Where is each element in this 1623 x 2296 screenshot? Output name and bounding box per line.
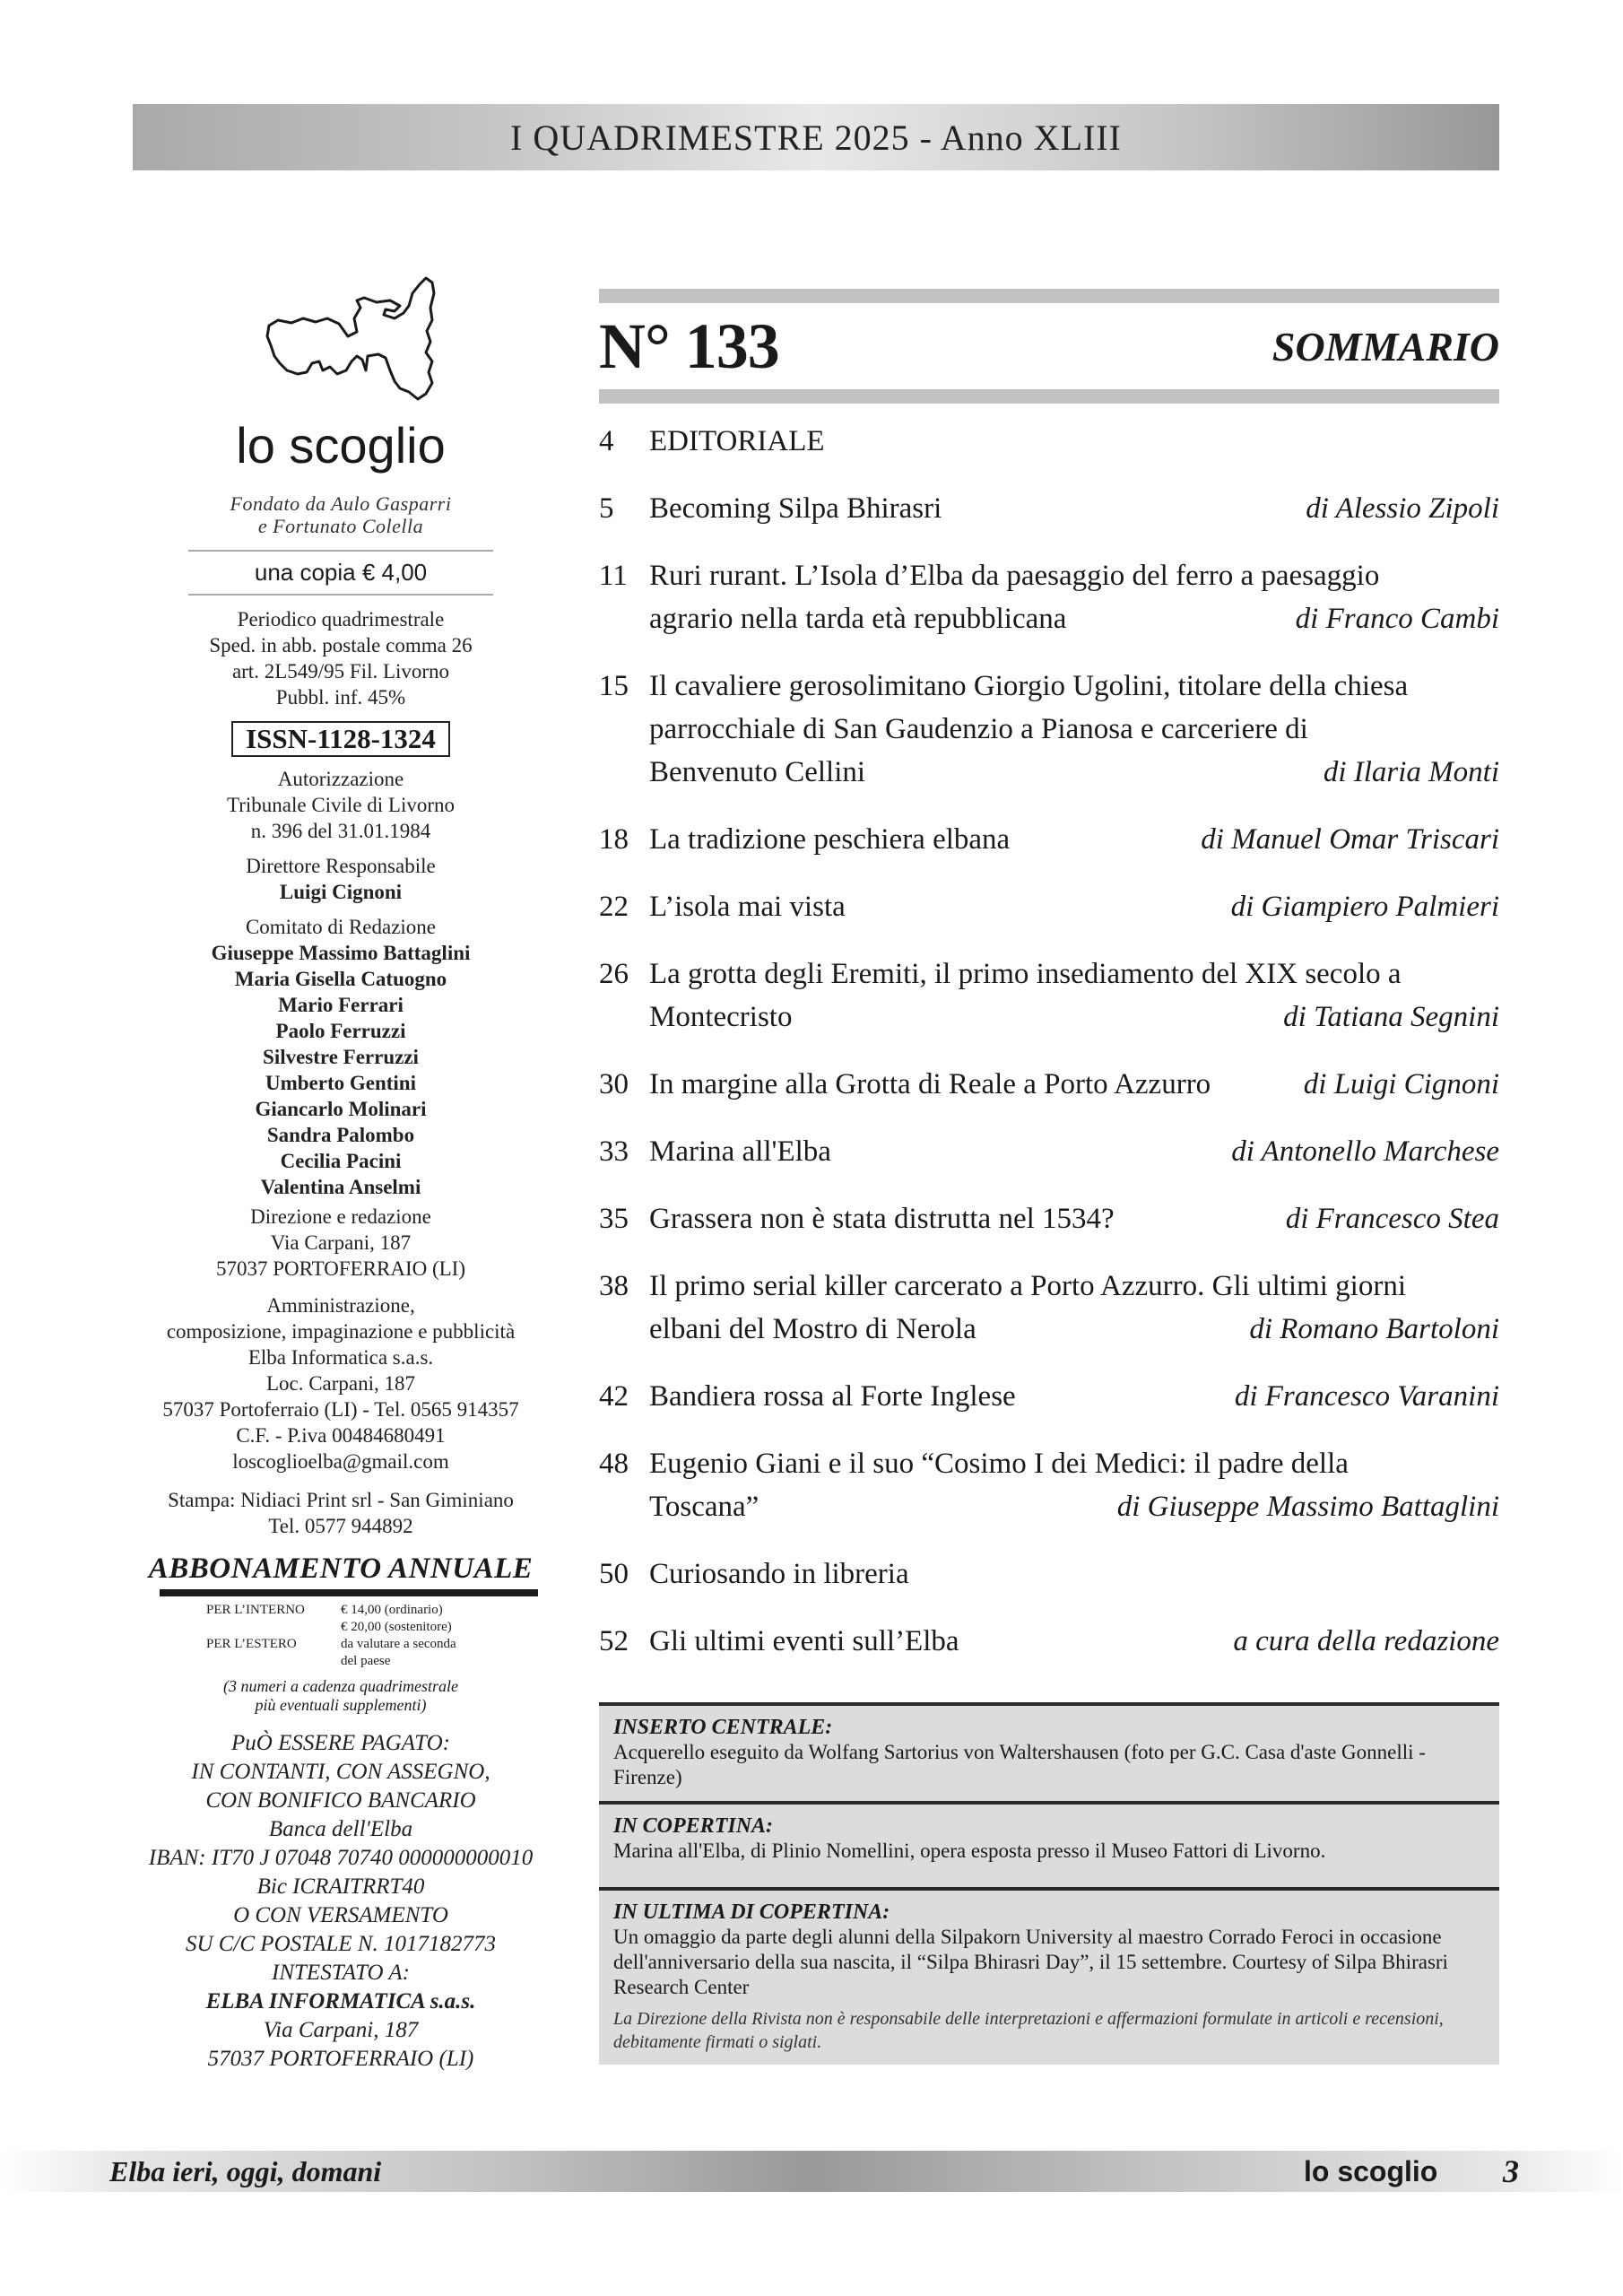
insert-label: INSERTO CENTRALE: [613,1716,833,1739]
toc-entry-body [649,1375,1499,1418]
toc-title: La grotta degli Eremiti, il primo insediamento del XIX secolo a [649,958,1402,990]
info-line: Via Carpani, 187 [270,1231,412,1254]
info-line: Periodico quadrimestrale [237,608,445,631]
toc-page-number: 38 [599,1270,629,1302]
info-line: Autorizzazione [277,768,404,790]
toc-entry[interactable] [599,1620,1499,1663]
toc-entry[interactable] [599,1552,1499,1596]
toc-entry[interactable] [599,952,1499,1039]
brand-name: lo scoglio [236,417,446,474]
toc-entry[interactable] [599,487,1499,530]
committee-member: Silvestre Ferruzzi [263,1046,419,1068]
committee-member: Valentina Anselmi [260,1176,421,1198]
toc-title: agrario nella tarda età repubblicana [649,603,1067,635]
payment-line: CON BONIFICO BANCARIO [205,1788,476,1813]
rate-label [206,1653,341,1670]
toc-title-line [649,751,1499,794]
toc-title: Montecristo [649,1001,793,1033]
toc-entry[interactable] [599,1063,1499,1106]
info-line: n. 396 del 31.01.1984 [250,820,431,842]
toc-title-line [649,1442,1499,1485]
footer-tagline: Elba ieri, oggi, domani [109,2154,382,2187]
toc-title-line [649,1308,1499,1351]
payment-info [135,1729,547,2074]
toc-entry-body [649,1620,1499,1663]
issue-period: I QUADRIMESTRE 2025 - Anno XLIII [510,117,1122,158]
toc-title: In margine alla Grotta di Reale a Porto Azzurro [649,1068,1211,1100]
toc-entry[interactable] [599,1130,1499,1173]
toc-title: Il cavaliere gerosolimitano Giorgio Ugolini, titolare della chiesa [649,670,1409,702]
toc-entry-body [649,1197,1499,1240]
committee-member: Mario Ferrari [278,994,404,1016]
rate-label [206,1619,341,1636]
toc-title-line [649,952,1499,996]
toc-entry-body [649,952,1499,1039]
committee-member: Giuseppe Massimo Battaglini [211,942,471,964]
info-line: Direzione e redazione [250,1205,431,1228]
toc-entry-body [649,818,1499,861]
toc-title: EDITORIALE [649,425,825,457]
contents-column [599,289,1499,1687]
toc-entry[interactable] [599,420,1499,463]
toc-title: Becoming Silpa Bhirasri [649,492,942,525]
payment-line: Banca dell'Elba [268,1817,413,1841]
toc-entry-body [649,1442,1499,1528]
toc-entry-body [649,1265,1499,1351]
founders [135,492,547,537]
back-cover-note [599,1887,1499,2065]
toc-title-line [649,487,1499,530]
info-line: Stampa: Nidiaci Print srl - San Giminiano [168,1489,514,1511]
toc-entry-body [649,1063,1499,1106]
cover-notes-box [599,1702,1499,2065]
director [135,853,547,905]
footer-band [0,2151,1623,2192]
payee-address: 57037 PORTOFERRAIO (LI) [207,2047,474,2071]
toc-entry-body [649,487,1499,530]
toc-entry[interactable] [599,1442,1499,1528]
toc-title: Il primo serial killer carcerato a Porto Azzurro. Gli ultimi giorni [649,1270,1406,1302]
toc-entry-body [649,1552,1499,1596]
back-cover-text: Un omaggio da parte degli alunni della Silpakorn University al maestro Corrado Feroci in occasione dell'anniversario della sua nascita, il “Silpa Bhirasri Day”, il 15 settembre. Courtesy of Silpa Bhirasri Research Center [613,1926,1448,1998]
rate-label: PER L’INTERNO [206,1603,305,1617]
top-rule [599,289,1499,303]
committee-member: Paolo Ferruzzi [275,1020,406,1042]
toc-author: di Alessio Zipoli [1306,492,1499,525]
toc-author: di Franco Cambi [1295,603,1499,635]
postal-account: SU C/C POSTALE N. 1017182773 [185,1932,497,1956]
payment-line: O CON VERSAMENTO [233,1903,448,1927]
iban: IBAN: IT70 J 07048 70740 000000000010 [148,1846,534,1870]
toc-title-line [649,1197,1499,1240]
toc-entry[interactable] [599,665,1499,794]
toc-author: di Francesco Varanini [1234,1380,1499,1413]
toc-page-number: 33 [599,1135,629,1168]
director-label: Direttore Responsabile [246,855,436,877]
issue-title-row [599,303,1499,389]
toc-title-line [649,885,1499,928]
toc-title: Bandiera rossa al Forte Inglese [649,1380,1016,1413]
info-line: Sped. in abb. postale comma 26 [209,634,473,657]
toc-title-line [649,1485,1499,1528]
rate-label: PER L’ESTERO [206,1637,297,1651]
toc-entry-body [649,1130,1499,1173]
toc-title-line [649,1620,1499,1663]
toc-page-number: 35 [599,1203,629,1235]
founded-line: Fondato da Aulo Gasparri [230,492,452,515]
toc-author: di Giuseppe Massimo Battaglini [1116,1491,1499,1523]
toc-entry[interactable] [599,1375,1499,1418]
toc-title: Grassera non è stata distrutta nel 1534? [649,1203,1115,1235]
toc-entry-body [649,885,1499,928]
info-line: 57037 PORTOFERRAIO (LI) [215,1257,466,1280]
toc-title: La tradizione peschiera elbana [649,823,1011,856]
cover-label: IN COPERTINA: [613,1814,774,1838]
subscription-note [135,1677,547,1715]
issue-header-band [133,104,1499,170]
toc-title: Curiosando in libreria [649,1558,909,1590]
authorization [135,766,547,844]
committee-member: Sandra Palombo [266,1124,415,1146]
subscription-title: ABBONAMENTO ANNUALE [148,1552,534,1585]
info-line: composizione, impaginazione e pubblicità [166,1320,516,1343]
info-line: Pubbl. inf. 45% [275,686,406,709]
toc-title-line [649,818,1499,861]
copy-price: una copia € 4,00 [188,550,493,596]
toc-title-line [649,1552,1499,1596]
toc-page-number: 26 [599,958,629,990]
director-name: Luigi Cignoni [279,881,403,903]
info-line: art. 2L549/95 Fil. Livorno [231,660,450,683]
toc-entry-body [649,665,1499,794]
toc-entry-body [649,554,1499,640]
toc-page-number: 11 [599,560,628,592]
toc-author: di Antonello Marchese [1231,1135,1499,1168]
toc-title-line [649,996,1499,1039]
info-line: 57037 Portoferraio (LI) - Tel. 0565 914357 [162,1398,519,1421]
toc-title: Marina all'Elba [649,1135,831,1168]
committee-label: Comitato di Redazione [245,916,437,938]
masthead-column [135,274,547,2074]
info-line: Loc. Carpani, 187 [265,1372,416,1395]
toc-author: di Tatiana Segnini [1283,1001,1499,1033]
info-line: Tel. 0577 944892 [268,1515,413,1537]
toc-entry[interactable] [599,818,1499,861]
toc-title-line [649,708,1499,751]
toc-title: elbani del Mostro di Nerola [649,1313,976,1345]
committee-member: Maria Gisella Catuogno [234,968,447,990]
insert-note [599,1702,1499,1801]
toc-title-line [649,1375,1499,1418]
toc-title-line [649,420,1499,463]
toc-author: di Manuel Omar Triscari [1201,823,1499,856]
info-line: C.F. - P.iva 00484680491 [236,1424,446,1447]
rate-value: € 20,00 (sostenitore) [341,1620,452,1634]
toc-title: Ruri rurant. L’Isola d’Elba da paesaggio del ferro a paesaggio [649,560,1380,592]
note-line: più eventuali supplementi) [255,1696,427,1714]
toc-author: di Romano Bartoloni [1249,1313,1499,1345]
toc-author: di Ilaria Monti [1323,756,1499,788]
insert-text: Acquerello eseguito da Wolfang Sartorius von Waltershausen (foto per G.C. Casa d'aste Gonnelli - Firenze) [613,1741,1426,1788]
toc-author: a cura della redazione [1233,1625,1499,1657]
toc-page-number: 48 [599,1448,629,1480]
toc-title: parrocchiale di San Gaudenzio a Pianosa e carceriere di [649,713,1308,745]
payment-line: PuÒ ESSERE PAGATO: [231,1731,450,1755]
editorial-office [135,1204,547,1282]
toc-page-number: 50 [599,1558,629,1590]
info-line: Amministrazione, [266,1294,415,1317]
disclaimer: La Direzione della Rivista non è responsabile delle interpretazioni e affermazioni formulate in articoli e recensioni, debitamente firmati o siglati. [613,2009,1444,2052]
payee-address: Via Carpani, 187 [263,2018,419,2042]
editorial-committee [135,914,547,1200]
toc-title: Toscana” [649,1491,759,1523]
note-line: (3 numeri a cadenza quadrimestrale [223,1677,458,1695]
printing-info [135,1487,547,1539]
toc-author: di Luigi Cignoni [1303,1068,1499,1100]
toc-author: di Francesco Stea [1285,1203,1499,1235]
toc-entry[interactable] [599,885,1499,928]
committee-member: Giancarlo Molinari [255,1098,427,1120]
administration [135,1292,547,1474]
toc-title-line [649,1130,1499,1173]
toc-page-number: 42 [599,1380,629,1413]
toc-page-number: 4 [599,425,614,457]
toc-title-line [649,665,1499,708]
page-number: 3 [1503,2153,1519,2189]
cover-text: Marina all'Elba, di Plinio Nomellini, opera esposta presso il Museo Fattori di Livorno. [613,1839,1326,1862]
rate-value: € 14,00 (ordinario) [341,1603,443,1617]
payee-name: ELBA INFORMATICA s.a.s. [205,1989,476,2013]
committee-member: Umberto Gentini [265,1072,416,1094]
toc-page-number: 18 [599,823,629,856]
info-line: Elba Informatica s.a.s. [247,1346,434,1369]
toc-title-line [649,1063,1499,1106]
toc-page-number: 15 [599,670,629,702]
issue-number: N° 133 [599,310,779,382]
cover-note [599,1801,1499,1887]
toc-page-number: 52 [599,1625,629,1657]
periodical-info [135,606,547,710]
toc-entry-body [649,420,1499,463]
table-of-contents [599,420,1499,1663]
toc-entry[interactable] [599,554,1499,640]
issn-badge: ISSN-1128-1324 [231,721,450,757]
back-cover-label: IN ULTIMA DI COPERTINA: [613,1900,890,1924]
toc-page-number: 30 [599,1068,629,1100]
toc-page-number: 22 [599,891,629,923]
rate-value: da valutare a seconda [341,1637,456,1651]
bic: Bic ICRAITRRT40 [256,1874,425,1899]
toc-title: Benvenuto Cellini [649,756,866,788]
toc-entry[interactable] [599,1265,1499,1351]
toc-title: Eugenio Giani e il suo “Cosimo I dei Medici: il padre della [649,1448,1349,1480]
subscription-rule [160,1589,538,1596]
payment-line: INTESTATO A: [272,1961,410,1985]
toc-page-number: 5 [599,492,614,525]
founded-line: e Fortunato Colella [257,515,424,537]
section-title: SOMMARIO [1271,323,1499,370]
toc-author: di Giampiero Palmieri [1230,891,1499,923]
toc-title-line [649,1265,1499,1308]
payment-line: IN CONTANTI, CON ASSEGNO, [191,1760,490,1784]
footer-brand: lo scoglio [1304,2154,1438,2187]
elba-island-outline-icon [242,274,439,408]
committee-member: Cecilia Pacini [280,1150,402,1172]
toc-title-line [649,554,1499,597]
toc-title: Gli ultimi eventi sull’Elba [649,1625,959,1657]
bottom-rule [599,389,1499,404]
toc-title-line [649,597,1499,640]
info-line: Tribunale Civile di Livorno [226,794,456,816]
toc-entry[interactable] [599,1197,1499,1240]
toc-title: L’isola mai vista [649,891,846,923]
subscription-rates [206,1602,475,1670]
email-address[interactable]: loscoglioelba@gmail.com [232,1450,449,1473]
rate-value: del paese [341,1654,391,1668]
